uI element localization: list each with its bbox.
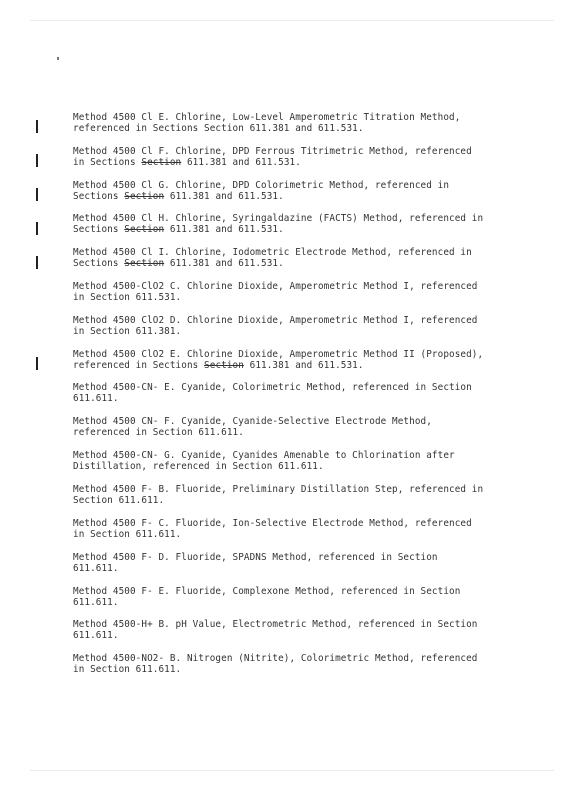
- entry-line-1: Method 4500 Cl E. Chlorine, Low-Level Amperometric Titration Method,: [73, 112, 461, 123]
- entry-line-1: Method 4500 Cl G. Chlorine, DPD Colorimetric Method, referenced in: [73, 180, 450, 191]
- scan-speck: [57, 57, 59, 60]
- entry-line-2: Sections: [73, 224, 125, 236]
- entry-line-1: Method 4500 F- C. Fluoride, Ion-Selective Electrode Method, referenced: [73, 518, 472, 529]
- entry-line-2: Sections: [73, 191, 125, 203]
- entry-line-1: Method 4500 Cl H. Chlorine, Syringaldazine (FACTS) Method, referenced in: [73, 213, 484, 224]
- entry-line-2: Section 611.611.: [73, 495, 165, 507]
- change-bar: [36, 222, 38, 235]
- method-entry: [73, 619, 513, 641]
- entry-line-2-rest: 611.381 and 611.531.: [164, 258, 284, 270]
- entry-line-2: referenced in Section 611.611.: [73, 427, 244, 439]
- method-entry: [73, 518, 513, 540]
- method-entry: [73, 416, 513, 438]
- entry-line-1: Method 4500 ClO2 E. Chlorine Dioxide, Amperometric Method II (Proposed),: [73, 349, 484, 360]
- change-bar: [36, 188, 38, 201]
- method-entry: [73, 180, 513, 202]
- change-bar: [36, 256, 38, 269]
- change-bar: [36, 120, 38, 133]
- entry-line-1: Method 4500 F- D. Fluoride, SPADNS Method, referenced in Section: [73, 552, 438, 563]
- scan-edge-top: [30, 20, 554, 21]
- entry-line-2: Sections: [73, 258, 125, 270]
- entry-line-1: Method 4500 F- E. Fluoride, Complexone Method, referenced in Section: [73, 586, 461, 597]
- entry-line-2: in Section 611.611.: [73, 664, 182, 676]
- entry-line-2: 611.611.: [73, 393, 119, 405]
- entry-line-2: referenced in Sections: [73, 360, 205, 372]
- entry-line-2: in Section 611.381.: [73, 326, 182, 338]
- entry-line-1: Method 4500 Cl I. Chlorine, Iodometric Electrode Method, referenced in: [73, 247, 472, 258]
- method-entry: [73, 349, 513, 371]
- entry-line-2: Distillation, referenced in Section 611.611.: [73, 461, 324, 473]
- struck-text: Section: [124, 191, 165, 203]
- entry-line-2: 611.611.: [73, 597, 119, 609]
- struck-text: Section: [204, 360, 244, 372]
- entry-line-2: referenced in Sections Section 611.381 and 611.531.: [73, 123, 364, 135]
- entry-line-2: 611.611.: [73, 630, 119, 642]
- entry-line-1: Method 4500-CN- E. Cyanide, Colorimetric Method, referenced in Section: [73, 382, 472, 393]
- method-entry: [73, 112, 513, 134]
- entry-line-1: Method 4500-H+ B. pH Value, Electrometric Method, referenced in Section: [73, 619, 478, 630]
- entry-line-1: Method 4500 F- B. Fluoride, Preliminary Distillation Step, referenced in: [73, 484, 484, 495]
- entry-line-2: 611.611.: [73, 563, 119, 575]
- method-entry: [73, 146, 513, 168]
- entry-line-2: in Section 611.531.: [73, 292, 182, 304]
- scan-edge-bottom: [30, 770, 554, 771]
- struck-text: Section: [141, 157, 182, 169]
- entry-line-1: Method 4500-CN- G. Cyanide, Cyanides Amenable to Chlorination after: [73, 450, 455, 461]
- change-bar: [36, 154, 38, 167]
- struck-text: Section: [124, 258, 165, 270]
- method-entry: [73, 382, 513, 404]
- entry-line-2-rest: 611.381 and 611.531.: [164, 191, 284, 203]
- method-entry: [73, 315, 513, 337]
- entry-line-2-rest: 611.381 and 611.531.: [164, 224, 284, 236]
- entry-line-1: Method 4500-ClO2 C. Chlorine Dioxide, Amperometric Method I, referenced: [73, 281, 478, 292]
- entry-line-2-rest: 611.381 and 611.531.: [243, 360, 364, 372]
- method-entry: [73, 450, 513, 472]
- entry-line-2: in Section 611.611.: [73, 529, 182, 541]
- entry-line-1: Method 4500-NO2- B. Nitrogen (Nitrite), Colorimetric Method, referenced: [73, 653, 478, 664]
- method-entry: [73, 552, 513, 574]
- entry-line-1: Method 4500 CN- F. Cyanide, Cyanide-Selective Electrode Method,: [73, 416, 432, 427]
- entry-line-2: in Sections: [73, 157, 142, 169]
- entry-line-2-rest: 611.381 and 611.531.: [181, 157, 301, 169]
- method-entry: [73, 281, 513, 303]
- entry-line-1: Method 4500 Cl F. Chlorine, DPD Ferrous Titrimetric Method, referenced: [73, 146, 472, 157]
- method-entry: [73, 653, 513, 675]
- method-entry: [73, 586, 513, 608]
- method-entry: [73, 247, 513, 269]
- change-bar: [36, 357, 38, 370]
- method-entry: [73, 213, 513, 235]
- struck-text: Section: [124, 224, 165, 236]
- entry-line-1: Method 4500 ClO2 D. Chlorine Dioxide, Amperometric Method I, referenced: [73, 315, 478, 326]
- method-entry: [73, 484, 513, 506]
